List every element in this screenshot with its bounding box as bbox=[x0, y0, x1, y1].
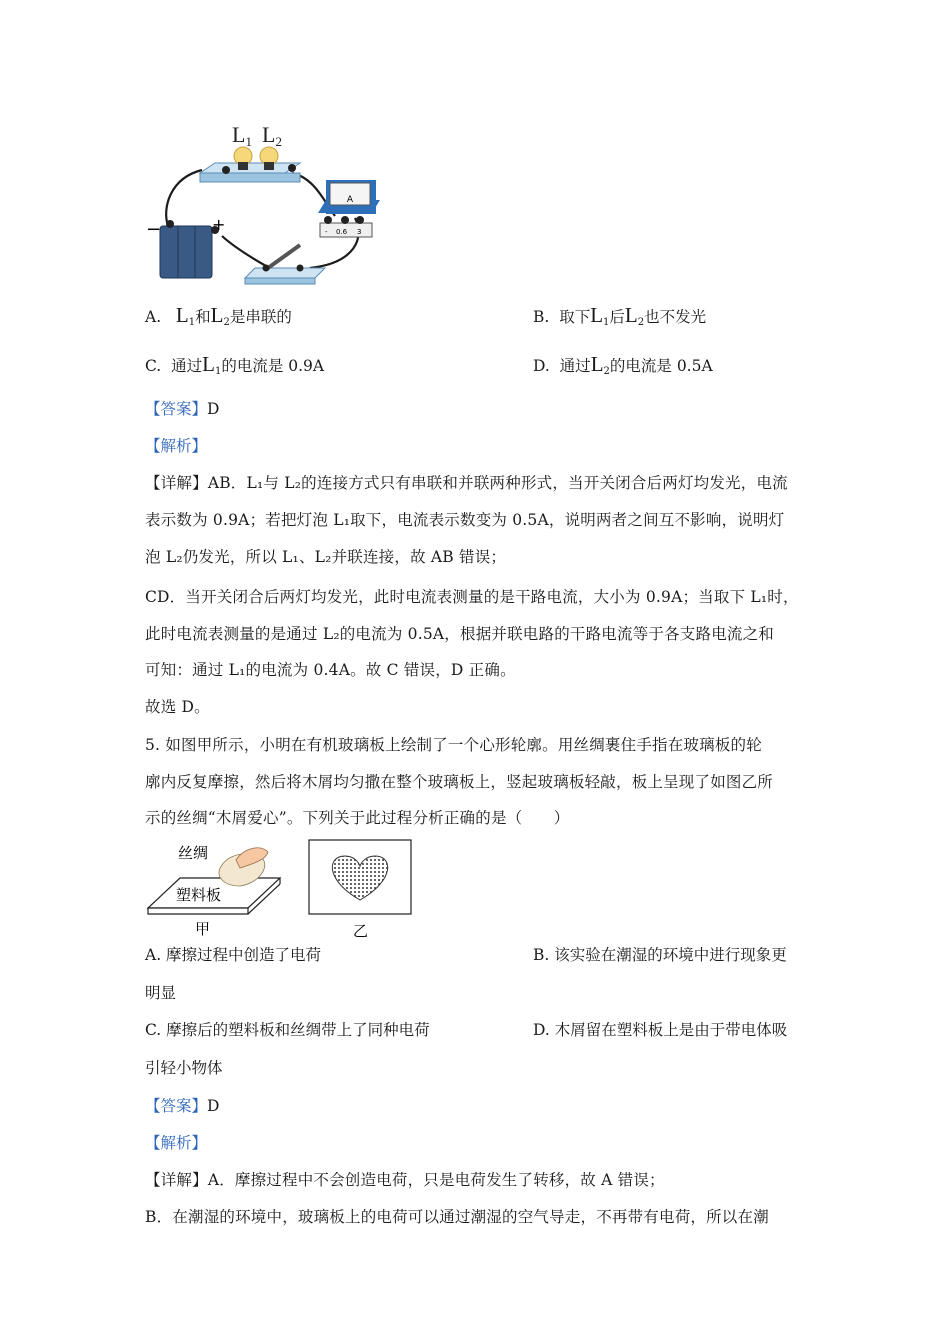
q5-option-b: B. 该实验在潮湿的环境中进行现象更 bbox=[533, 946, 787, 964]
svg-text:A: A bbox=[346, 195, 354, 205]
q5-option-c: C. 摩擦后的塑料板和丝绸带上了同种电荷 bbox=[145, 1021, 430, 1039]
q5-analysis-tag: 【解析】 bbox=[145, 1134, 208, 1152]
svg-text:−: − bbox=[146, 219, 162, 240]
q4-option-a: A. $L_1$和$L_2$是串联的 bbox=[145, 303, 292, 328]
lamp-label-l2: L2 bbox=[262, 122, 282, 149]
q4-detail-line: 故选 D。 bbox=[145, 698, 210, 716]
q4-detail-line: 泡 L₂仍发光，所以 L₁、L₂并联连接，故 AB 错误； bbox=[145, 548, 507, 566]
silk-board-figure bbox=[140, 838, 290, 938]
svg-text:+: + bbox=[212, 215, 226, 234]
q4-option-d: D. 通过$L_2$的电流是 0.5A bbox=[533, 352, 713, 377]
svg-text:3: 3 bbox=[357, 228, 362, 236]
q5-answer: 【答案】D bbox=[145, 1097, 220, 1115]
lamp-label-l1: L1 bbox=[232, 122, 252, 149]
circuit-figure bbox=[140, 118, 400, 288]
q5-stem-line: 廓内反复摩擦，然后将木屑均匀撒在整个玻璃板上，竖起玻璃板轻敲，板上呈现了如图乙所 bbox=[145, 773, 774, 791]
svg-text:0.6: 0.6 bbox=[336, 228, 348, 236]
q5-option-a: A. 摩擦过程中创造了电荷 bbox=[145, 946, 322, 964]
q5-option-d-cont: 引轻小物体 bbox=[145, 1059, 223, 1077]
q5-option-b-cont: 明显 bbox=[145, 984, 177, 1002]
q5-stem-line: 5. 如图甲所示，小明在有机玻璃板上绘制了一个心形轮廓。用丝绸裹住手指在玻璃板的轮 bbox=[145, 736, 762, 754]
svg-text:-: - bbox=[325, 228, 328, 236]
q5-stem-line: 示的丝绸“木屑爱心”。下列关于此过程分析正确的是（ ） bbox=[145, 809, 570, 827]
q4-detail-line: 【详解】AB．L₁与 L₂的连接方式只有串联和并联两种形式，当开关闭合后两灯均发光，电流 bbox=[145, 474, 788, 492]
q4-detail-line: 可知：通过 L₁的电流为 0.4A。故 C 错误，D 正确。 bbox=[145, 661, 516, 679]
q4-detail-line: CD．当开关闭合后两灯均发光，此时电流表测量的是干路电流，大小为 0.9A；当取下 L₁时， bbox=[145, 588, 799, 606]
heart-figure bbox=[305, 838, 415, 940]
q5-detail-line: B．在潮湿的环境中，玻璃板上的电荷可以通过潮湿的空气导走，不再带有电荷，所以在潮 bbox=[145, 1208, 769, 1226]
q4-detail-line: 表示数为 0.9A；若把灯泡 L₁取下，电流表示数变为 0.5A，说明两者之间互不影响，说明灯 bbox=[145, 511, 785, 529]
q4-answer: 【答案】D bbox=[145, 400, 220, 418]
q4-option-c: C. 通过$L_1$的电流是 0.9A bbox=[145, 352, 325, 377]
q5-option-d: D. 木屑留在塑料板上是由于带电体吸 bbox=[533, 1021, 788, 1039]
q4-analysis-tag: 【解析】 bbox=[145, 437, 208, 455]
q5-detail-line: 【详解】A．摩擦过程中不会创造电荷，只是电荷发生了转移，故 A 错误； bbox=[145, 1171, 665, 1189]
caption-b: 乙 bbox=[353, 922, 369, 940]
silk-label: 丝绸 bbox=[178, 844, 209, 862]
caption-a: 甲 bbox=[195, 920, 211, 938]
q4-detail-line: 此时电流表测量的是通过 L₂的电流为 0.5A，根据并联电路的干路电流等于各支路电流之和 bbox=[145, 625, 775, 643]
q4-option-b: B. 取下$L_1$后$L_2$也不发光 bbox=[533, 303, 707, 328]
board-label: 塑料板 bbox=[176, 886, 222, 904]
